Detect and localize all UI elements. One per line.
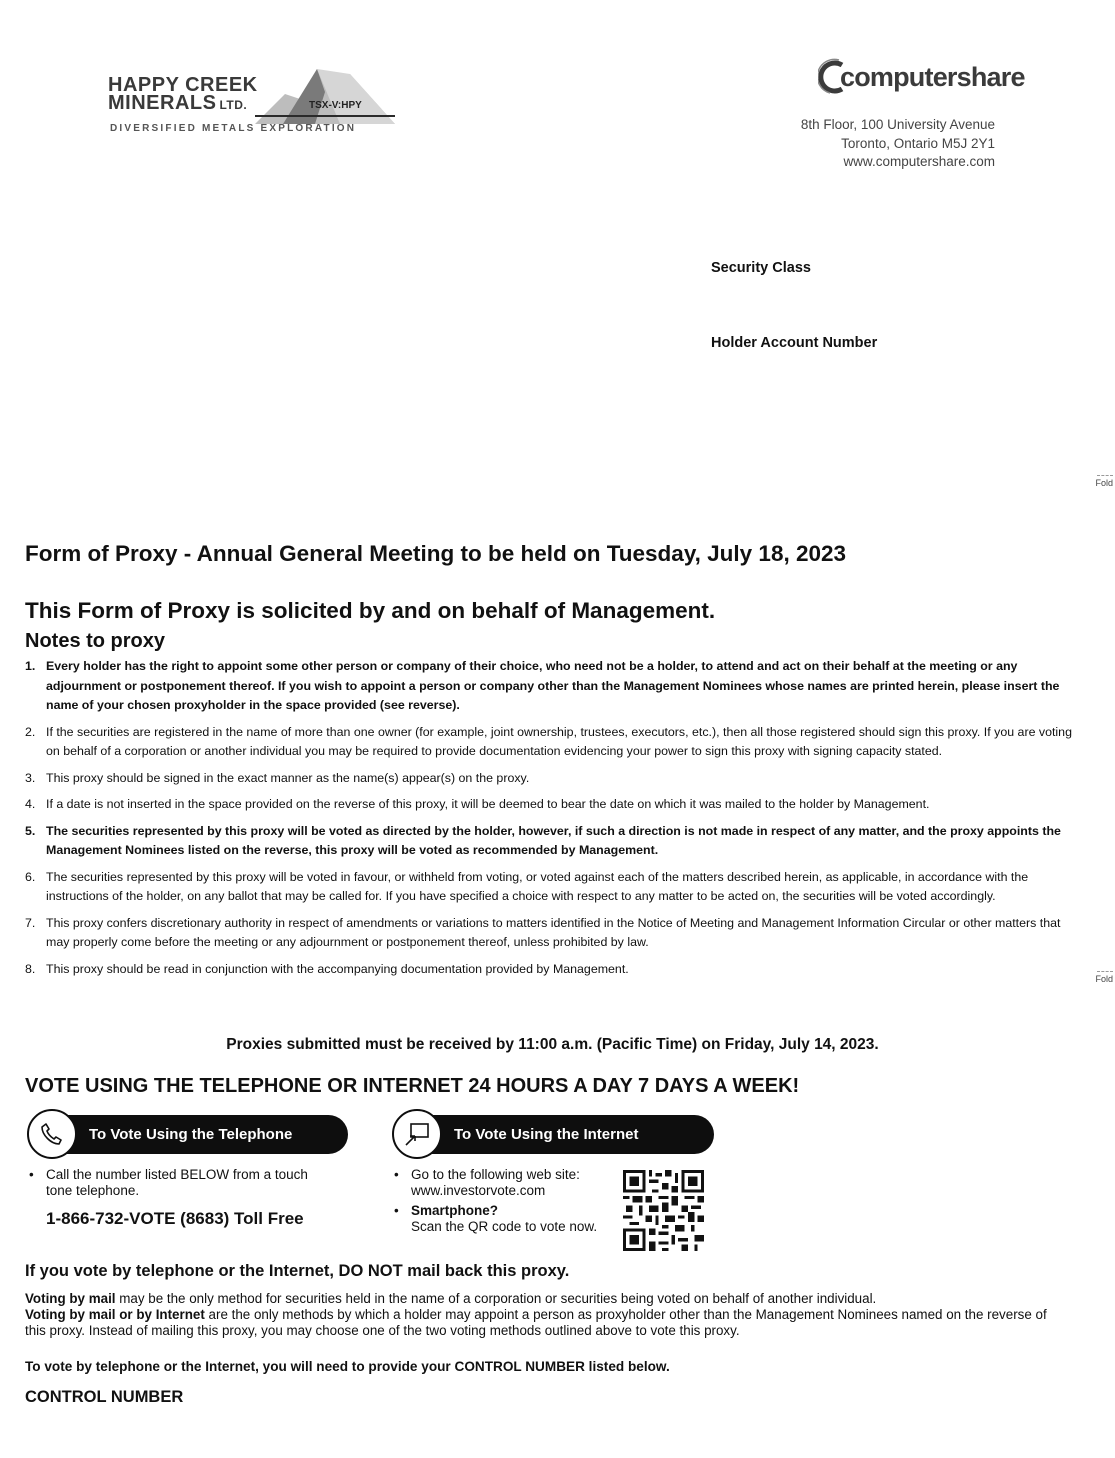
- notes-list: [25, 657, 1080, 986]
- holder-account-label: Holder Account Number: [711, 335, 878, 351]
- mountain-logo-icon: [255, 66, 400, 126]
- phone-icon: [27, 1109, 77, 1159]
- telephone-banner: [52, 1115, 348, 1154]
- telephone-number: 1-866-732-VOTE (8683) Toll Free: [46, 1209, 304, 1228]
- note-item: 5. The securities represented by this proxy will be voted as directed by the holder, however, if such a direction is not made in respect of any matter, and the proxy appoints the Management Nominees listed on the reverse, this proxy will be voted as recommended by Management.: [25, 823, 1061, 857]
- note-item: 6. The securities represented by this proxy will be voted in favour, or withheld from voting, or voted against each of the matters described herein, as applicable, in accordance with the instructions of the holder, on any ballot that may be called for. If you have specified a choice with respect to any matter to be acted on, the securities will be voted accordingly.: [25, 869, 1029, 903]
- logo-line1: HAPPY CREEK: [108, 74, 258, 96]
- internet-bullet-website: • Go to the following web site: www.investorvote.com: [411, 1167, 611, 1199]
- investorvote-link[interactable]: www.investorvote.com: [411, 1183, 546, 1198]
- logo-minerals: MINERALS: [108, 92, 217, 114]
- solicited-heading: This Form of Proxy is solicited by and on behalf of Management.: [25, 598, 716, 623]
- address-line2: Toronto, Ontario M5J 2Y1: [841, 135, 995, 151]
- fold-marker-top: [1095, 475, 1113, 488]
- fold-marker-bottom: [1095, 971, 1113, 984]
- internet-bullet-smartphone: • Smartphone? Scan the QR code to vote now.: [394, 1203, 598, 1234]
- computer-cursor-icon: [392, 1109, 442, 1159]
- note-item: 3. This proxy should be signed in the exact manner as the name(s) appear(s) on the proxy.: [25, 770, 530, 785]
- logo-ticker: TSX-V:HPY: [309, 100, 362, 111]
- address-line1: 8th Floor, 100 University Avenue: [800, 117, 995, 132]
- page-title: Form of Proxy - Annual General Meeting to be held on Tuesday, July 18, 2023: [25, 541, 847, 566]
- note-item: 2. If the securities are registered in the name of more than one owner (for example, joint ownership, trustees, executors, etc.), then all those registered should sign this proxy. If you are voting on behalf of a corporation or another individual you may be required to provide documentation evidencing your power to sign this proxy with signing capacity stated.: [25, 724, 1072, 758]
- telephone-bullet: • Call the number listed BELOW from a touch tone telephone.: [29, 1167, 308, 1198]
- logo-tagline: DIVERSIFIED METALS EXPLORATION: [110, 123, 357, 134]
- qr-code-icon[interactable]: [623, 1170, 704, 1251]
- fold-label: Fold: [1095, 974, 1113, 984]
- fold-label: Fold: [1095, 478, 1113, 488]
- note-item: 7. This proxy confers discretionary authority in respect of amendments or variations to matters identified in the Notice of Meeting and Management Information Circular or other matters that may properly come before the meeting or any adjournment or postponement thereof, unless prohibited by law.: [25, 915, 1061, 949]
- note-item: 1. Every holder has the right to appoint some other person or company of their choice, who need not be a holder, to attend and act on their behalf at the meeting or any adjournment or postponement thereof. If you wish to appoint a person or company other than the Management Nominees whose names are printed herein, please insert the name of your chosen proxyholder in the space provided (see reverse).: [25, 659, 1060, 712]
- security-class-label: Security Class: [711, 260, 811, 276]
- telephone-heading: To Vote Using the Telephone: [89, 1126, 293, 1143]
- logo-ltd: LTD.: [219, 98, 248, 112]
- address-website: www.computershare.com: [843, 154, 995, 169]
- internet-banner: [418, 1115, 714, 1154]
- notes-heading: Notes to proxy: [25, 630, 166, 652]
- note-item: 4. If a date is not inserted in the space provided on the reverse of this proxy, it will be deemed to bear the date on which it was mailed to the holder by Management.: [25, 797, 930, 811]
- computershare-logo: [818, 58, 1025, 98]
- do-not-mail-heading: If you vote by telephone or the Internet, DO NOT mail back this proxy.: [25, 1262, 570, 1280]
- control-number-label: CONTROL NUMBER: [25, 1388, 184, 1406]
- internet-heading: To Vote Using the Internet: [454, 1126, 639, 1143]
- computershare-wordmark: computershare: [840, 62, 1025, 92]
- logo-line2: [108, 92, 247, 115]
- computershare-address: [801, 116, 995, 172]
- mail-voting-paragraph: Voting by mail may be the only method for securities held in the name of a corporation or securities being voted on behalf of another individual. Voting by mail or by Internet are the only methods by which a holder may appoint a person as proxyholder other than the Management Nominees named on the reverse of this proxy. Instead of mailing this proxy, you may choose one of the two voting methods outlined above to vote this proxy.: [25, 1291, 1047, 1338]
- control-number-instruction: To vote by telephone or the Internet, you will need to provide your CONTROL NUMBER listed below.: [25, 1359, 670, 1374]
- deadline-text: Proxies submitted must be received by 11:00 a.m. (Pacific Time) on Friday, July 14, 2023.: [226, 1036, 879, 1053]
- note-item: 8. This proxy should be read in conjunction with the accompanying documentation provided by Management.: [25, 961, 629, 976]
- happy-creek-logo: [105, 66, 405, 142]
- vote-heading: VOTE USING THE TELEPHONE OR INTERNET 24 HOURS A DAY 7 DAYS A WEEK!: [25, 1075, 800, 1097]
